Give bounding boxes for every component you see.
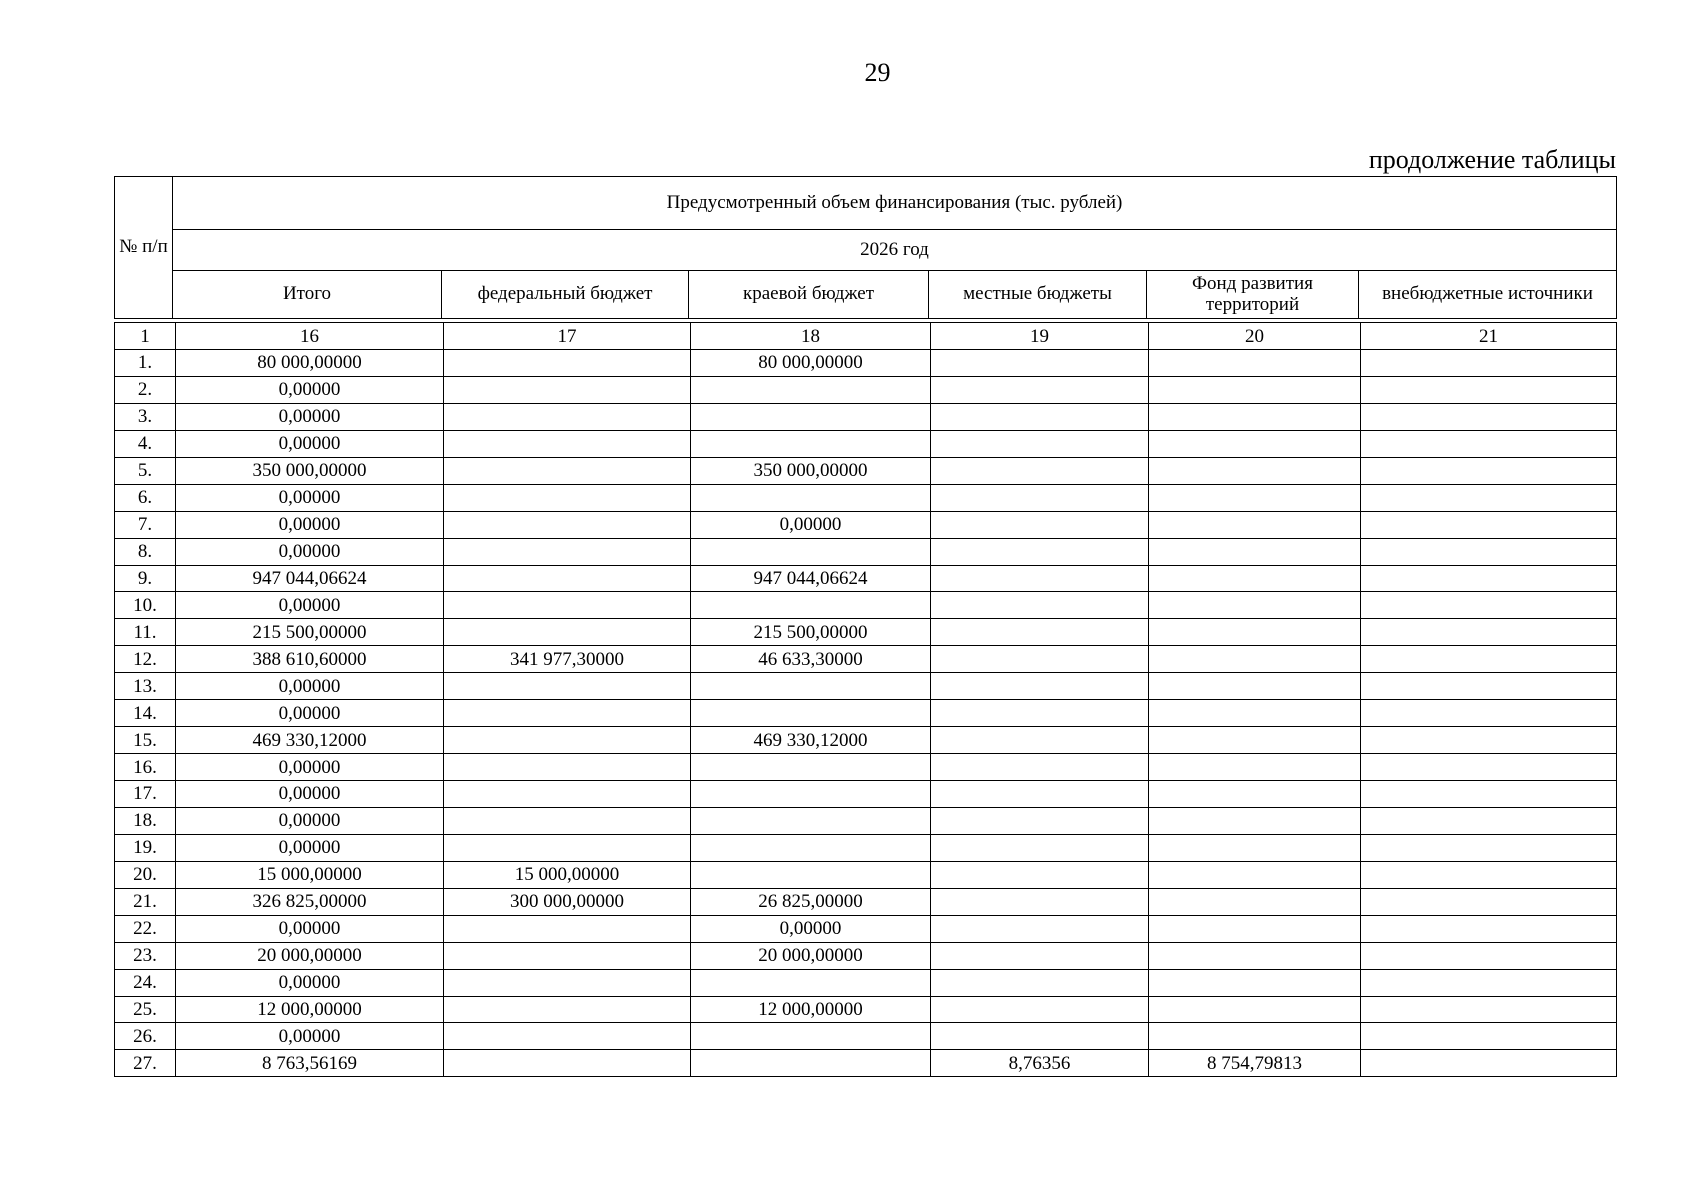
- table-cell: [1361, 565, 1617, 592]
- year-header: 2026 год: [173, 230, 1617, 271]
- page-number: 29: [864, 58, 891, 87]
- row-number-cell: 16.: [115, 754, 176, 781]
- table-cell: [691, 1023, 931, 1050]
- row-number-cell: 12.: [115, 646, 176, 673]
- column-header: Итого: [173, 271, 442, 319]
- table-cell: [1361, 781, 1617, 808]
- table-row: [115, 646, 1617, 673]
- row-number-cell: 8.: [115, 538, 176, 565]
- table-cell: [691, 403, 931, 430]
- table-cell: 0,00000: [176, 538, 444, 565]
- table-cell: [1149, 376, 1361, 403]
- table-cell: [691, 700, 931, 727]
- table-row: [115, 592, 1617, 619]
- table-cell: 469 330,12000: [691, 727, 931, 754]
- row-number-cell: 13.: [115, 673, 176, 700]
- table-cell: 350 000,00000: [176, 457, 444, 484]
- table-cell: [1149, 484, 1361, 511]
- table-cell: [931, 888, 1149, 915]
- table-row: [115, 727, 1617, 754]
- table-cell: 215 500,00000: [176, 619, 444, 646]
- table-cell: [931, 457, 1149, 484]
- column-header: внебюджетные источники: [1359, 271, 1617, 319]
- row-number-cell: 15.: [115, 727, 176, 754]
- table-cell: 0,00000: [176, 673, 444, 700]
- table-cell: [931, 861, 1149, 888]
- table-row: [115, 969, 1617, 996]
- table-row: [115, 754, 1617, 781]
- table-cell: 0,00000: [176, 915, 444, 942]
- table-cell: [691, 430, 931, 457]
- table-cell: [1149, 538, 1361, 565]
- table-cell: [1361, 484, 1617, 511]
- table-cell: 0,00000: [176, 484, 444, 511]
- table-cell: [931, 942, 1149, 969]
- table-cell: [691, 376, 931, 403]
- table-cell: [1149, 969, 1361, 996]
- table-row: [115, 834, 1617, 861]
- table-cell: [444, 942, 691, 969]
- table-cell: [931, 915, 1149, 942]
- table-cell: [691, 969, 931, 996]
- row-number-cell: 1.: [115, 350, 176, 377]
- num-column-header: № п/п: [115, 177, 173, 319]
- table-cell: [444, 700, 691, 727]
- table-cell: 947 044,06624: [691, 565, 931, 592]
- table-cell: 341 977,30000: [444, 646, 691, 673]
- table-header: [114, 176, 1617, 319]
- table-cell: [1361, 592, 1617, 619]
- table-cell: [444, 376, 691, 403]
- table-cell: [1361, 403, 1617, 430]
- table-row: [115, 350, 1617, 377]
- table-cell: [1361, 807, 1617, 834]
- row-number-cell: 20.: [115, 861, 176, 888]
- table-cell: [1361, 673, 1617, 700]
- table-cell: 0,00000: [176, 1023, 444, 1050]
- table-cell: [1361, 834, 1617, 861]
- table-cell: [931, 538, 1149, 565]
- row-number-cell: 6.: [115, 484, 176, 511]
- index-cell: 16: [176, 323, 444, 350]
- table-cell: 0,00000: [691, 915, 931, 942]
- table-cell: [1361, 1023, 1617, 1050]
- table-cell: [1361, 646, 1617, 673]
- index-cell: 20: [1149, 323, 1361, 350]
- table-cell: [931, 754, 1149, 781]
- table-cell: [1149, 700, 1361, 727]
- table-cell: 12 000,00000: [176, 996, 444, 1023]
- table-row: [115, 915, 1617, 942]
- row-number-cell: 26.: [115, 1023, 176, 1050]
- table-row: [115, 861, 1617, 888]
- table-cell: 46 633,30000: [691, 646, 931, 673]
- table-cell: [1149, 915, 1361, 942]
- index-cell: 18: [691, 323, 931, 350]
- table-cell: 8 763,56169: [176, 1050, 444, 1077]
- table-cell: [1149, 1023, 1361, 1050]
- table-cell: 0,00000: [176, 807, 444, 834]
- table-cell: [1149, 457, 1361, 484]
- table-cell: [1361, 969, 1617, 996]
- table-cell: 20 000,00000: [691, 942, 931, 969]
- index-cell: 21: [1361, 323, 1617, 350]
- table-cell: [691, 781, 931, 808]
- table-cell: [1361, 538, 1617, 565]
- row-number-cell: 21.: [115, 888, 176, 915]
- table-cell: 26 825,00000: [691, 888, 931, 915]
- table-cell: [691, 861, 931, 888]
- table-row: [115, 700, 1617, 727]
- table-cell: 15 000,00000: [176, 861, 444, 888]
- table-cell: 80 000,00000: [691, 350, 931, 377]
- table-cell: [444, 538, 691, 565]
- funding-title: Предусмотренный объем финансирования (тыс. рублей): [173, 177, 1617, 230]
- table-cell: [444, 592, 691, 619]
- table-cell: [1361, 700, 1617, 727]
- table-cell: 0,00000: [176, 592, 444, 619]
- table-cell: 0,00000: [176, 781, 444, 808]
- table-cell: [1361, 350, 1617, 377]
- table-cell: 0,00000: [176, 834, 444, 861]
- table-cell: 215 500,00000: [691, 619, 931, 646]
- table-cell: [1149, 834, 1361, 861]
- table-cell: [931, 969, 1149, 996]
- table-row: [115, 1050, 1617, 1077]
- table-cell: [931, 484, 1149, 511]
- table-cell: 15 000,00000: [444, 861, 691, 888]
- table-cell: [444, 619, 691, 646]
- table-cell: [444, 754, 691, 781]
- row-number-cell: 17.: [115, 781, 176, 808]
- table-cell: [444, 727, 691, 754]
- table-cell: [931, 646, 1149, 673]
- table-cell: [1361, 619, 1617, 646]
- row-number-cell: 23.: [115, 942, 176, 969]
- row-number-cell: 22.: [115, 915, 176, 942]
- table-cell: [931, 673, 1149, 700]
- table-cell: [444, 969, 691, 996]
- table-cell: 388 610,60000: [176, 646, 444, 673]
- table-row: [115, 781, 1617, 808]
- table-cell: [931, 565, 1149, 592]
- table-row: [115, 511, 1617, 538]
- table-cell: [1361, 376, 1617, 403]
- table-cell: 0,00000: [176, 969, 444, 996]
- column-header: местные бюджеты: [929, 271, 1147, 319]
- table-cell: [444, 781, 691, 808]
- row-number-cell: 5.: [115, 457, 176, 484]
- table-cell: [931, 996, 1149, 1023]
- table-row: [115, 457, 1617, 484]
- row-number-cell: 2.: [115, 376, 176, 403]
- table-cell: [931, 619, 1149, 646]
- table-row: [115, 673, 1617, 700]
- table-cell: 0,00000: [176, 511, 444, 538]
- table-cell: [931, 834, 1149, 861]
- table-row: [115, 430, 1617, 457]
- row-number-cell: 19.: [115, 834, 176, 861]
- row-number-cell: 11.: [115, 619, 176, 646]
- table-cell: [1361, 727, 1617, 754]
- table-cell: [1361, 861, 1617, 888]
- table-cell: 8 754,79813: [1149, 1050, 1361, 1077]
- table-row: [115, 376, 1617, 403]
- table-cell: [1149, 727, 1361, 754]
- table-cell: [931, 403, 1149, 430]
- table-cell: [691, 834, 931, 861]
- table-cell: [1149, 350, 1361, 377]
- table-cell: [444, 807, 691, 834]
- table-cell: 0,00000: [176, 376, 444, 403]
- table-row: [115, 484, 1617, 511]
- table-cell: 326 825,00000: [176, 888, 444, 915]
- table-cell: [931, 430, 1149, 457]
- table-cell: [444, 673, 691, 700]
- row-number-cell: 18.: [115, 807, 176, 834]
- table-cell: [1149, 861, 1361, 888]
- table-cell: [444, 1023, 691, 1050]
- row-number-cell: 25.: [115, 996, 176, 1023]
- table-cell: [1149, 403, 1361, 430]
- table-cell: 8,76356: [931, 1050, 1149, 1077]
- row-number-cell: 7.: [115, 511, 176, 538]
- table-cell: [691, 673, 931, 700]
- table-cell: [444, 1050, 691, 1077]
- table-cell: [1149, 942, 1361, 969]
- table-cell: [931, 1023, 1149, 1050]
- table-row: [115, 942, 1617, 969]
- table-cell: 469 330,12000: [176, 727, 444, 754]
- table-cell: 300 000,00000: [444, 888, 691, 915]
- table-cell: [444, 511, 691, 538]
- table-cell: 947 044,06624: [176, 565, 444, 592]
- table-cell: 12 000,00000: [691, 996, 931, 1023]
- table-cell: 350 000,00000: [691, 457, 931, 484]
- table-cell: [931, 781, 1149, 808]
- table-cell: [444, 565, 691, 592]
- table-cell: [1149, 888, 1361, 915]
- column-header: федеральный бюджет: [442, 271, 689, 319]
- table-cell: [931, 511, 1149, 538]
- index-cell: 17: [444, 323, 691, 350]
- table-row: [115, 565, 1617, 592]
- table-cell: [1149, 781, 1361, 808]
- data-table: [114, 322, 1617, 1077]
- table-cell: [1149, 996, 1361, 1023]
- table-cell: [1149, 619, 1361, 646]
- table-cell: [1361, 511, 1617, 538]
- table-cell: [1149, 754, 1361, 781]
- table-cell: 0,00000: [176, 430, 444, 457]
- column-header: Фонд развития территорий: [1147, 271, 1359, 319]
- table-cell: [931, 592, 1149, 619]
- table-cell: [691, 484, 931, 511]
- table-row: [115, 996, 1617, 1023]
- table-cell: 20 000,00000: [176, 942, 444, 969]
- table-cell: 0,00000: [176, 403, 444, 430]
- table-cell: [931, 350, 1149, 377]
- index-cell: 19: [931, 323, 1149, 350]
- table-cell: [1361, 888, 1617, 915]
- table-cell: [1149, 807, 1361, 834]
- table-cell: 0,00000: [691, 511, 931, 538]
- table-cell: [1149, 646, 1361, 673]
- table-row: [115, 403, 1617, 430]
- table-row: [115, 888, 1617, 915]
- table-cell: [444, 457, 691, 484]
- table-cell: [1361, 915, 1617, 942]
- table-cell: 0,00000: [176, 700, 444, 727]
- row-number-cell: 4.: [115, 430, 176, 457]
- table-cell: [1149, 673, 1361, 700]
- table-cell: [444, 403, 691, 430]
- table-row: [115, 807, 1617, 834]
- table-cell: [1361, 996, 1617, 1023]
- table-cell: [1361, 1050, 1617, 1077]
- table-cell: [1361, 457, 1617, 484]
- index-row: [115, 323, 1617, 350]
- table-cell: [691, 592, 931, 619]
- table-cell: [1149, 565, 1361, 592]
- table-cell: [931, 727, 1149, 754]
- table-cell: [1361, 430, 1617, 457]
- table-cell: [931, 376, 1149, 403]
- table-cell: [444, 915, 691, 942]
- row-number-cell: 10.: [115, 592, 176, 619]
- table-cell: [444, 350, 691, 377]
- table-cell: [691, 754, 931, 781]
- column-header: краевой бюджет: [689, 271, 929, 319]
- row-number-cell: 9.: [115, 565, 176, 592]
- table-cell: [1361, 942, 1617, 969]
- table-cell: [444, 996, 691, 1023]
- table-row: [115, 619, 1617, 646]
- table-cell: [1149, 511, 1361, 538]
- row-number-cell: 3.: [115, 403, 176, 430]
- continuation-label: продолжение таблицы: [1368, 145, 1616, 174]
- table-row: [115, 538, 1617, 565]
- table-cell: 0,00000: [176, 754, 444, 781]
- row-number-cell: 14.: [115, 700, 176, 727]
- table-cell: [691, 807, 931, 834]
- table-cell: [1361, 754, 1617, 781]
- index-cell: 1: [115, 323, 176, 350]
- table-cell: [1149, 430, 1361, 457]
- table-cell: [691, 538, 931, 565]
- table-cell: [444, 834, 691, 861]
- row-number-cell: 24.: [115, 969, 176, 996]
- table-cell: [444, 484, 691, 511]
- row-number-cell: 27.: [115, 1050, 176, 1077]
- table-cell: 80 000,00000: [176, 350, 444, 377]
- table-cell: [691, 1050, 931, 1077]
- table-cell: [931, 700, 1149, 727]
- table-cell: [1149, 592, 1361, 619]
- table-cell: [444, 430, 691, 457]
- table-row: [115, 1023, 1617, 1050]
- table-cell: [931, 807, 1149, 834]
